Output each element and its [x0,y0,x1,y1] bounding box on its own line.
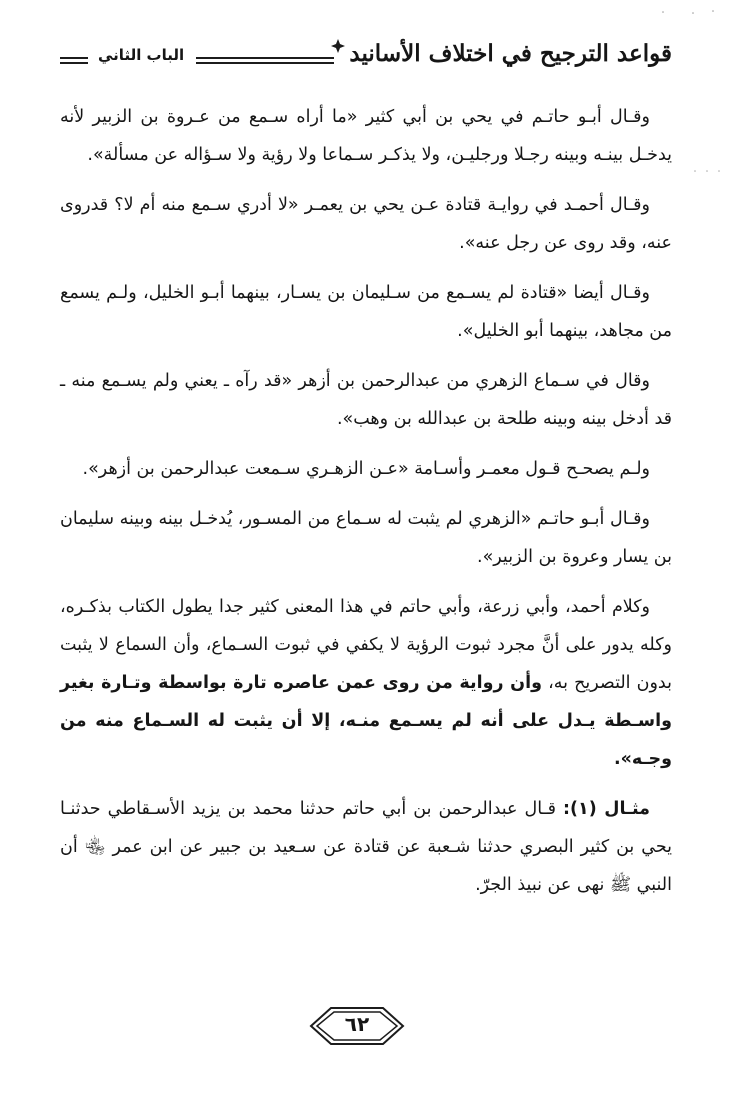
page-number-text: ٦٢ [344,1012,370,1036]
book-title: قواعد الترجيح في اختلاف الأسانيد [349,40,672,67]
paragraph: وقال في سـماع الزهري من عبدالرحمن بن أزهر «قد رآه ـ يعني ولم يسـمع منه ـ قد أدخل بينه وبينه طلحة بن عبدالله بن وهب». [60,371,672,429]
paragraph-text: وكلام أحمد، وأبي زرعة، وأبي حاتم في هذا المعنى كثير جدا يطول الكتاب بذكـره، وكله يدور على أنَّ مجرد ثبوت الرؤية لا يكفي في ثبوت السـماع، وأن السماع لا يثبت بدون التصريح به، [60,597,672,693]
margin-specks [653,8,723,16]
paragraph: وقـال أبـو حاتـم في يحي بن أبي كثير «ما أراه سـمع من عـروة بن الزبير لأنه يدخـل بينـه وبينه رجـلا ورجليـن، ولا يذكـر سـماعا ولا رؤية ولا سـؤاله عن مسألة». [60,107,672,165]
header-rule [196,57,334,59]
paragraph: وقـال أحمـد في روايـة قتادة عـن يحي بن يعمـر «لا أدري سـمع منه أم لا؟ قدروى عنه، وقد روى عن رجل عنه». [60,195,672,253]
margin-specks-side [689,168,729,174]
paragraph [60,588,672,778]
header-dash [60,57,88,59]
paragraph: وقـال أيضا «قتادة لم يسـمع من سـليمان بن يسـار، بينهما أبـو الخليل، ولـم يسمع من مجاهد، بينهما أبو الخليل». [60,283,672,341]
page-body [60,98,672,916]
header-dash [60,62,88,64]
header-rule [196,62,334,64]
ornament-icon [330,38,346,54]
chapter-label: الباب الثاني [98,46,185,64]
example-label: مثـال (١): [563,799,650,819]
paragraph: ولـم يصحـح قـول معمـر وأسـامة «عـن الزهـري سـمعت عبدالرحمن بن أزهر». [82,459,650,479]
example-paragraph [60,790,672,904]
emphasized-text: وأن رواية من روى عمن عاصره تارة بواسطة وتـارة بغير واسـطة يـدل على أنه لم يسـمع منـه، إلا أن يثبت له السـماع منه من وجـه». [60,673,672,769]
example-text: قـال عبدالرحمن بن أبي حاتم حدثنا محمد بن يزيد الأسـقاطي حدثنـا يحي بن كثير البصري حدثنا شـعبة عن قتادة عن سـعيد بن جبير عن ابن عمر ﵄ أن النبي ﷺ نهى عن نبيذ الجرّ. [60,799,672,895]
running-header [60,38,672,82]
page-number [303,1004,411,1048]
paragraph: وقـال أبـو حاتـم «الزهري لم يثبت له سـماع من المسـور، يُدخـل بينه وبينه سليمان بن يسار وعروة بن الزبير». [60,509,672,567]
